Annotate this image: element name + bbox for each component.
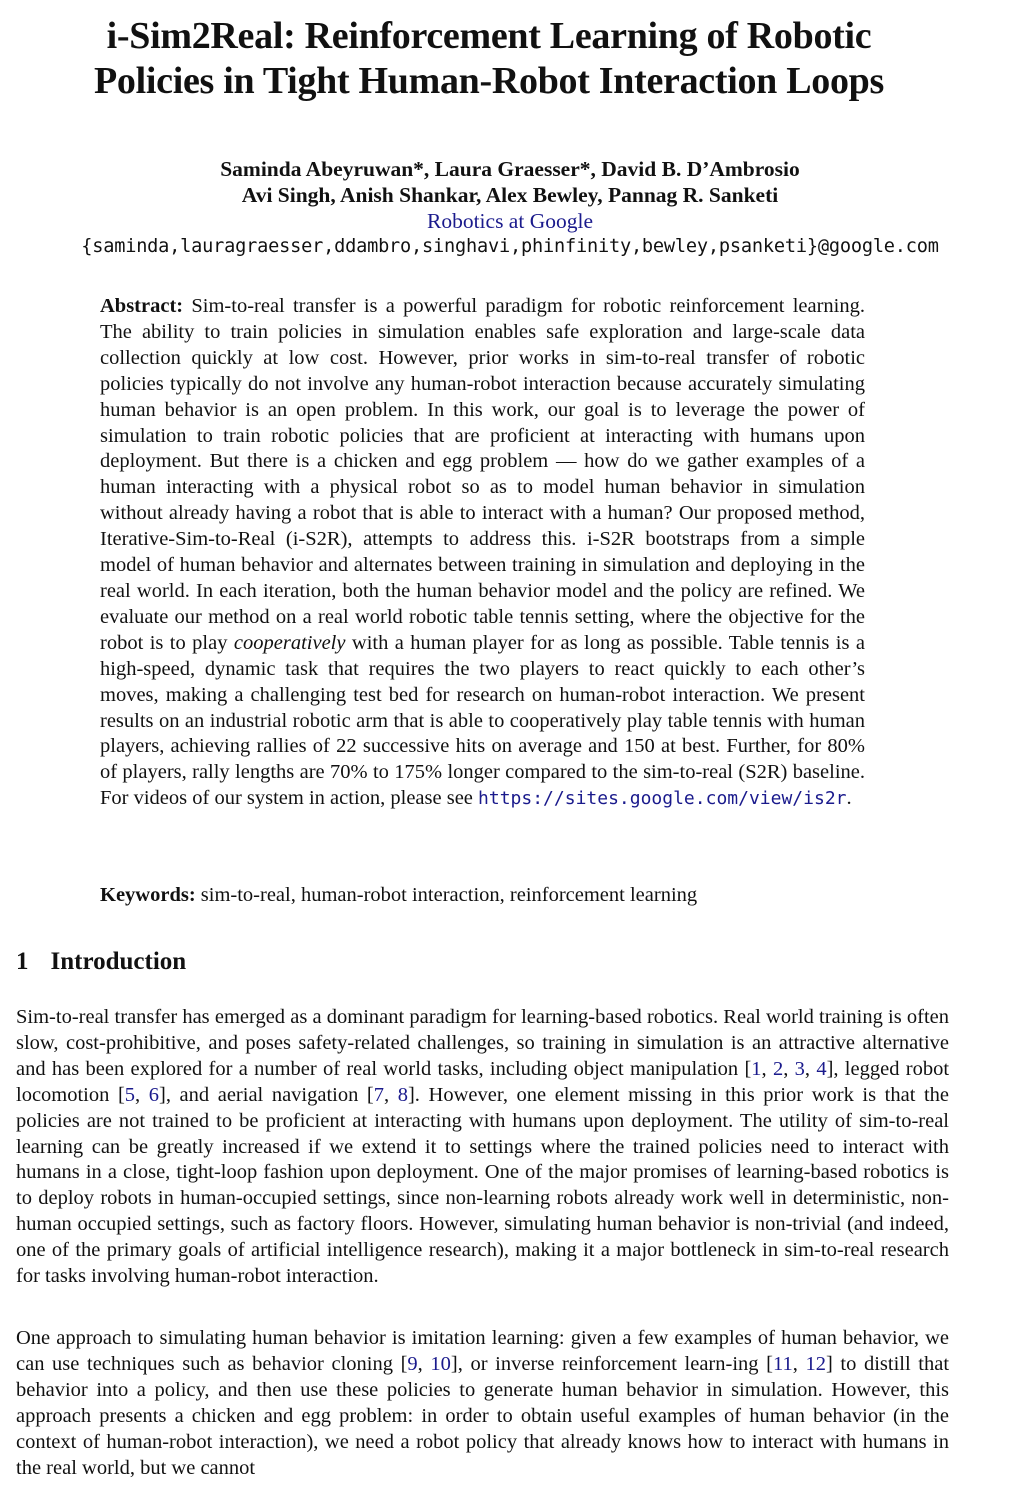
citation-link[interactable]: 8 <box>397 1083 408 1106</box>
keywords <box>100 882 865 908</box>
affiliation: Robotics at Google <box>426 209 593 233</box>
title-line-1: i-Sim2Real: Reinforcement Learning of Robotic <box>106 15 872 57</box>
abstract-end: . <box>846 787 852 810</box>
text-span: ] to distill that behavior into a policy, and then use these policies to generate human behavior in simulation. However, this approach presents a chicken and egg problem: in order to obtain useful examples of human behavior (in the context of human-robot interaction), we need a robot policy that already knows how to interact with humans in the real world, but we cannot <box>16 1352 950 1479</box>
citation-link[interactable]: 10 <box>430 1352 451 1375</box>
project-url-link[interactable]: https://sites.google.com/view/is2r <box>478 788 847 810</box>
citation-link[interactable]: 3 <box>794 1057 805 1080</box>
text-span: ], or inverse reinforcement learn-ing [ <box>450 1352 773 1375</box>
intro-paragraph-2: One approach to simulating human behavior is imitation learning: given a few examples of human behavior, we can use techniques such as behavior cloning [9, 10], or inverse reinforcement learn-ing [11, 12] to distill that behavior into a policy, and then use these policies to generate human behavior in simulation. However, this approach presents a chicken and egg problem: in order to obtain useful examples of human behavior (in the context of human-robot interaction), we need a robot policy that already knows how to interact with humans in the real world, but we cannot <box>16 1327 950 1479</box>
abstract-label: Abstract: <box>100 295 184 317</box>
title-line-2: Policies in Tight Human-Robot Interaction Loops <box>94 60 884 102</box>
abstract-text-2: with a human player for as long as possible. Table tennis is a high-speed, dynamic task that requires the two players to react quickly to each other’s moves, making a challenging test bed for research on human-robot interaction. We present results on an industrial robotic arm that is able to cooperatively play table tennis with human players, achieving rallies of 22 successive hits on average and 150 at best. Further, for 80% of players, rally lengths are 70% to 175% longer compared to the sim-to-real (S2R) baseline. For videos of our system in action, please see <box>100 631 866 810</box>
section-title: Introduction <box>50 948 187 975</box>
authors-line-1: Saminda Abeyruwan*, Laura Graesser*, David B. D’Ambrosio <box>220 157 800 181</box>
citation-link[interactable]: 9 <box>407 1352 418 1375</box>
citation-link[interactable]: 1 <box>751 1057 762 1080</box>
text-span: ]. However, one element missing in this prior work is that the policies are not trained to be proficient at interacting with humans upon deployment. The utility of sim-to-real learning can be greatly increased if we extend it to settings where the trained policies need to interact with humans in a close, tight-loop fashion upon deployment. One of the major promises of learning-based robotics is to deploy robots in human-occupied settings, since non-learning robots already work well in deterministic, non-human occupied settings, such as factory floors. However, simulating human behavior is non-trivial (and indeed, one of the primary goals of artificial intelligence research), making it a major bottleneck in sim-to-real research for tasks involving human-robot interaction. <box>16 1083 950 1288</box>
citation-link[interactable]: 2 <box>772 1057 784 1080</box>
citation-link[interactable]: 4 <box>816 1057 827 1080</box>
citation-link[interactable]: 7 <box>373 1083 385 1106</box>
abstract <box>100 294 865 812</box>
intro-paragraph-1: Sim-to-real transfer has emerged as a dominant paradigm for learning-based robotics. Real world training is often slow, cost-prohibitive, and poses safety-related challenges, so training in simulation is an attractive alternative and has been explored for a number of real world tasks, including object manipulation [1, 2, 3, 4], legged robot locomotion [5, 6], and aerial navigation [7, 8]. However, one element missing in this prior work is that the policies are not trained to be proficient at interacting with humans upon deployment. The utility of sim-to-real learning can be greatly increased if we extend it to settings where the trained policies need to interact with humans in a close, tight-loop fashion upon deployment. One of the major promises of learning-based robotics is to deploy robots in human-occupied settings, since non-learning robots already work well in deterministic, non-human occupied settings, such as factory floors. However, simulating human behavior is non-trivial (and indeed, one of the primary goals of artificial intelligence research), making it a major bottleneck in sim-to-real research for tasks involving human-robot interaction. <box>16 1006 950 1288</box>
citation-link[interactable]: 12 <box>805 1352 826 1375</box>
abstract-text-1: Sim-to-real transfer is a powerful paradigm for robotic reinforcement learning. The ability to train policies in simulation enables safe exploration and large-scale data collection quickly at low cost. However, prior works in sim-to-real transfer of robotic policies typically do not involve any human-robot interaction because accurately simulating human behavior is an open problem. In this work, our goal is to leverage the power of simulation to train robotic policies that are proficient at interacting with humans upon deployment. But there is a chicken and egg problem — how do we gather examples of a human interacting with a physical robot so as to model human behavior in simulation without already having a robot that is able to interact with a human? Our proposed method, Iterative-Sim-to-Real (i-S2R), attempts to address this. i-S2R bootstraps from a simple model of human behavior and alternates between training in simulation and deploying in the real world. In each iteration, both the human behavior model and the policy are refined. We evaluate our method on a real world robotic table tennis setting, where the objective for the robot is to play <box>100 295 865 654</box>
citation-link[interactable]: 11 <box>772 1352 793 1375</box>
keywords-text: sim-to-real, human-robot interaction, reinforcement learning <box>200 884 698 906</box>
keywords-label: Keywords: <box>100 884 196 906</box>
abstract-emphasis: cooperatively <box>233 631 346 654</box>
citation-link[interactable]: 6 <box>148 1083 160 1106</box>
text-span: One approach to simulating human behavior is imitation learning: given a few examples of human behavior, we can use techniques such as behavior cloning [ <box>16 1327 949 1375</box>
citation-link[interactable]: 5 <box>124 1083 136 1106</box>
authors-line-2: Avi Singh, Anish Shankar, Alex Bewley, Pannag R. Sanketi <box>241 183 779 207</box>
section-heading <box>16 946 186 978</box>
text-span: Sim-to-real transfer has emerged as a dominant paradigm for learning-based robotics. Real world training is often slow, cost-prohibitive, and poses safety-related challenges, so training in simulation is an attractive alternative and has been explored for a number of real world tasks, including object manipulation [ <box>16 1006 949 1080</box>
text-span: ], and aerial navigation [ <box>159 1083 374 1106</box>
paper-title <box>0 14 978 104</box>
section-number: 1 <box>16 948 29 975</box>
author-emails: {saminda,lauragraesser,ddambro,singhavi,phinfinity,bewley,psanketi}@google.com <box>81 236 939 257</box>
author-block <box>0 156 1009 260</box>
text-span: ], legged robot locomotion [ <box>16 1057 950 1106</box>
